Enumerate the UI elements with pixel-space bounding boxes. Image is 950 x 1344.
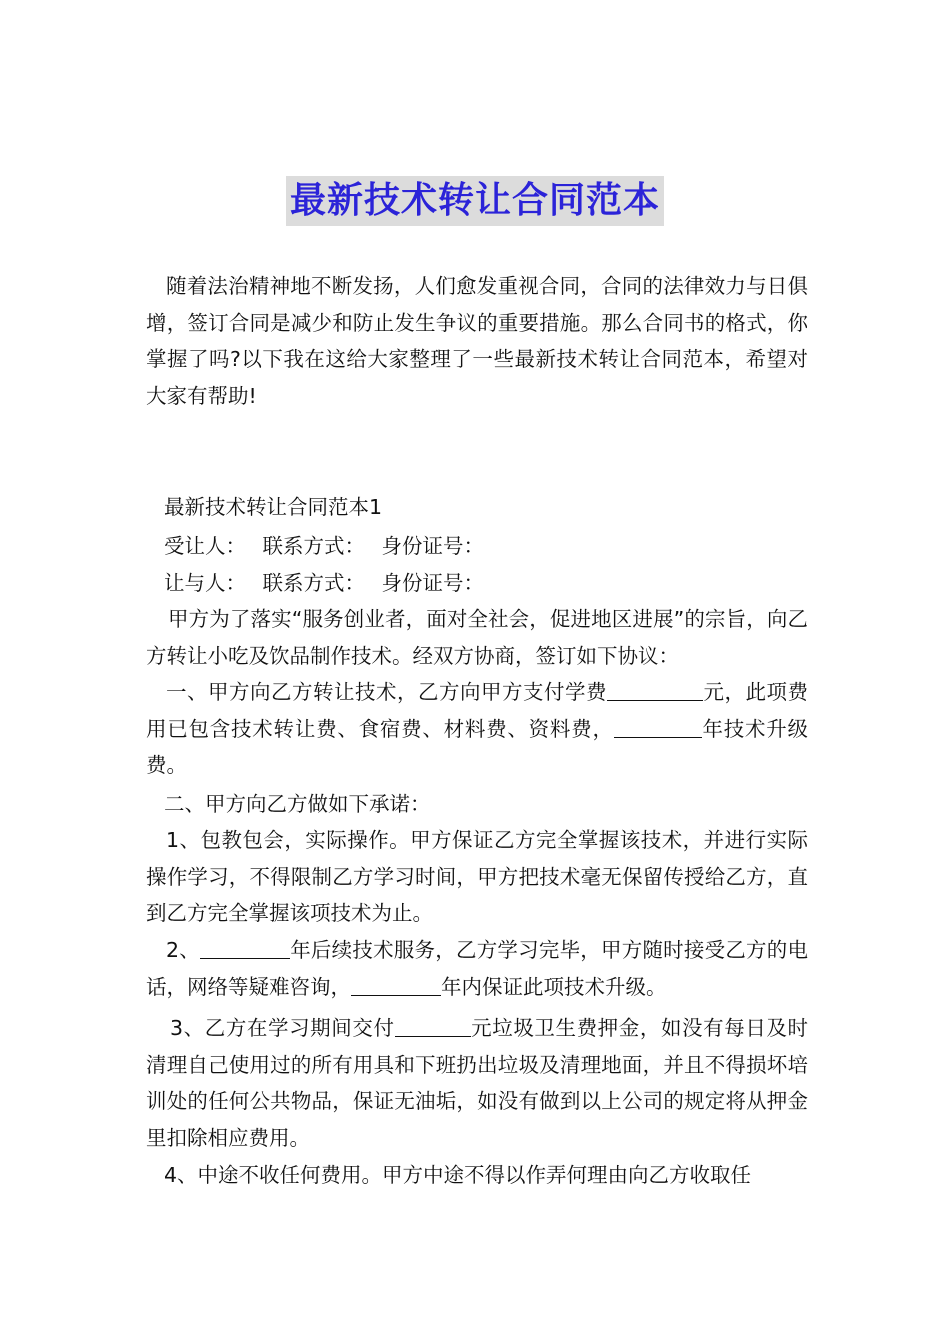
- intro-paragraph: 随着法治精神地不断发扬，人们愈发重视合同，合同的法律效力与日俱增，签订合同是减少和防止发生争议的重要措施。那么合同书的格式，你掌握了吗?以下我在这给大家整理了一些最新技术转让合同范本，希望对大家有帮助!: [146, 274, 808, 408]
- clause-1-text-a: 一、甲方向乙方转让技术，乙方向甲方支付学费: [166, 680, 607, 704]
- item-3-paragraph: [146, 1010, 808, 1156]
- title-container: [0, 176, 950, 226]
- document-title: 最新技术转让合同范本: [286, 176, 664, 226]
- upgrade-years-blank: [614, 716, 702, 738]
- clause-1-text-b: 元，此项费用已包含技术转让费、食宿费、材料费、资料费，: [146, 680, 808, 741]
- deposit-blank: [395, 1016, 471, 1038]
- clause-1-text-c: 年技术升级费。: [146, 716, 808, 777]
- party-b-line: 受让人： 联系方式： 身份证号：: [164, 534, 485, 558]
- clause-2-heading: 二、甲方向乙方做如下承诺：: [164, 792, 431, 816]
- item-2-text-b: 年后续技术服务，乙方学习完毕，甲方随时接受乙方的电话，网络等疑难咨询，: [146, 938, 808, 999]
- item-4-paragraph: 4、中途不收任何费用。甲方中途不得以作弄何理由向乙方收取任: [164, 1163, 752, 1187]
- item-3-text-b: 元垃圾卫生费押金，如没有每日及时清理自己使用过的所有用具和下班扔出垃圾及清理地面，并且不得损坏培训处的任何公共物品，保证无油垢，如没有做到以上公司的规定将从押金里扣除相应费用。: [146, 1016, 808, 1150]
- item-2-paragraph: [146, 932, 808, 1005]
- item-2-text-a: 2、: [166, 938, 200, 962]
- item-3-text-a: 3、乙方在学习期间交付: [170, 1016, 395, 1040]
- party-a-line: 让与人： 联系方式： 身份证号：: [164, 571, 485, 595]
- service-years-blank: [200, 938, 290, 960]
- upgrade-period-blank: [351, 974, 441, 996]
- item-1-paragraph: 1、包教包会，实际操作。甲方保证乙方完全掌握该技术，并进行实际操作学习，不得限制乙方学习时间，甲方把技术毫无保留传授给乙方，直到乙方完全掌握该项技术为止。: [146, 828, 808, 925]
- clause-1-paragraph: [146, 674, 808, 784]
- section-heading: 最新技术转让合同范本1: [164, 495, 383, 519]
- item-2-text-c: 年内保证此项技术升级。: [441, 974, 667, 999]
- fee-blank: [607, 680, 703, 702]
- purpose-paragraph: 甲方为了落实“服务创业者，面对全社会，促进地区进展”的宗旨，向乙方转让小吃及饮品制作技术。经双方协商，签订如下协议：: [146, 607, 808, 668]
